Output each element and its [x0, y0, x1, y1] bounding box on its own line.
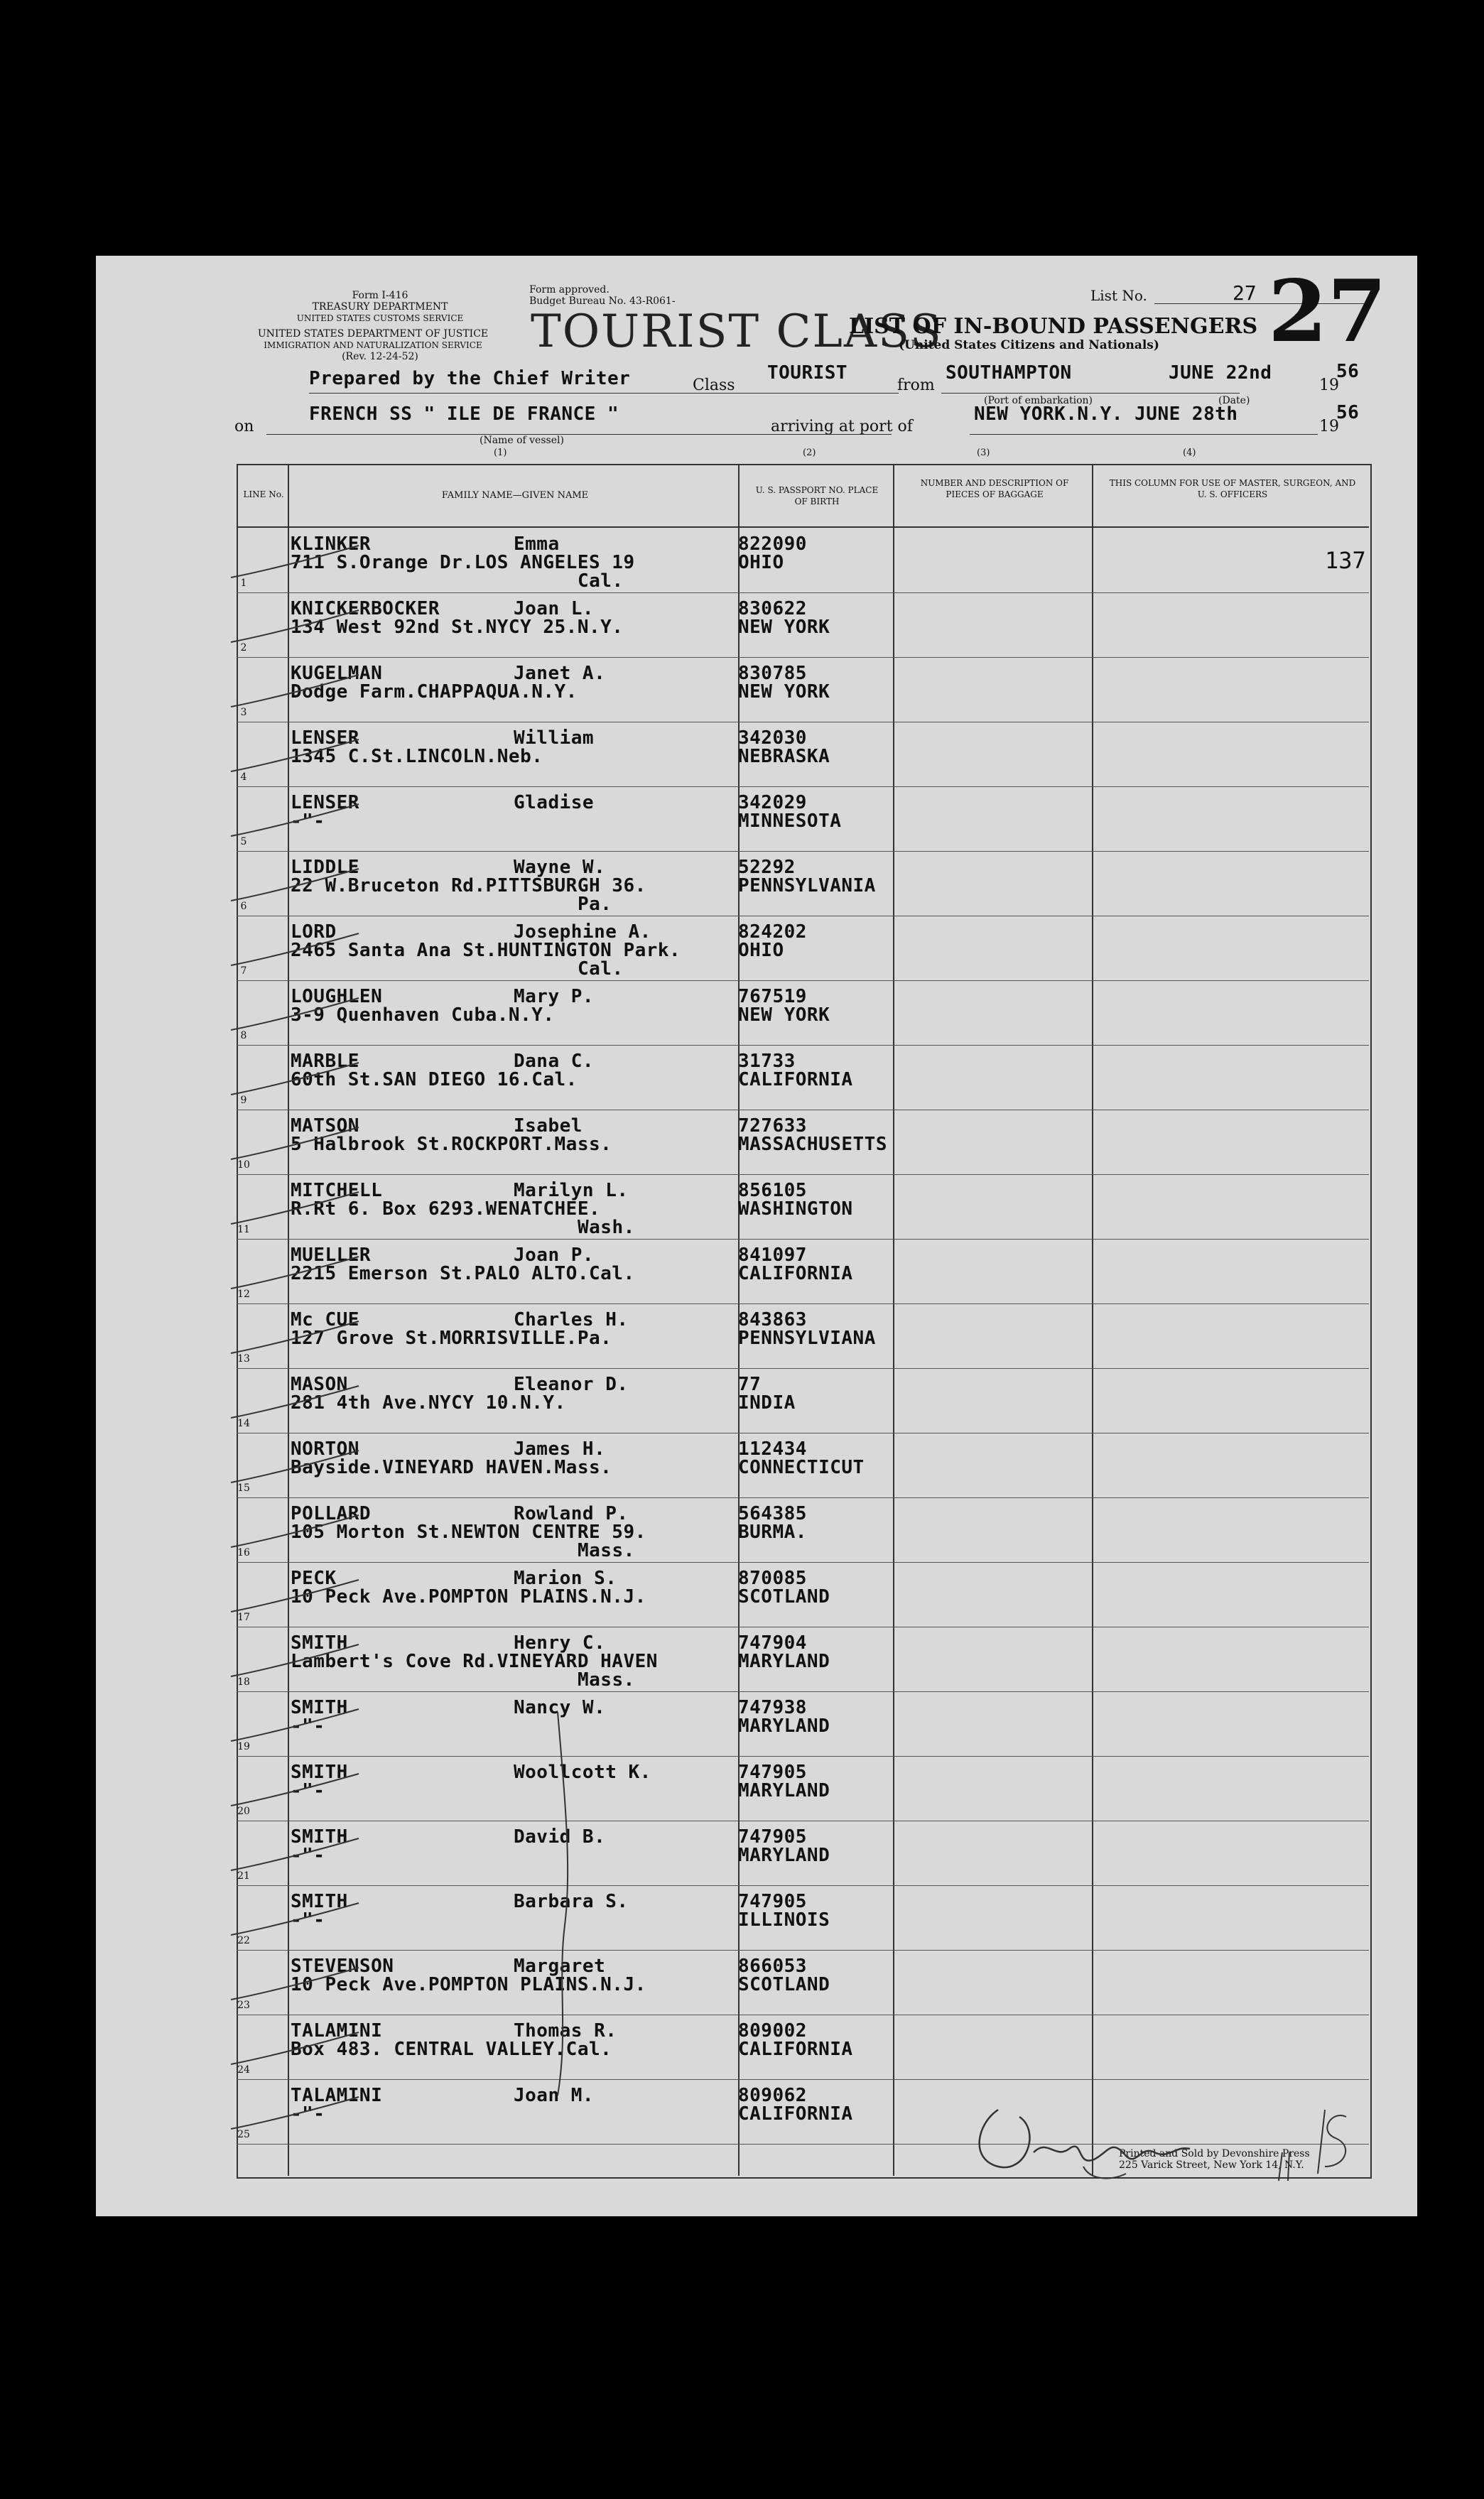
- line-number: 22: [237, 1935, 250, 1946]
- table-row: [237, 1885, 1369, 1950]
- check-mark-icon: [224, 736, 366, 779]
- address-state: Mass.: [578, 1540, 635, 1561]
- passport-number: 856105: [738, 1180, 807, 1201]
- address: 5 Halbrook St.ROCKPORT.Mass.: [291, 1134, 612, 1155]
- family-name: MASON: [291, 1374, 348, 1395]
- line-number: 20: [237, 1806, 250, 1817]
- table-row: [237, 1497, 1369, 1562]
- check-mark-icon: [224, 1059, 366, 1102]
- passport-number: 843863: [738, 1309, 807, 1330]
- table-row: [237, 980, 1369, 1045]
- family-name: SMITH: [291, 1891, 348, 1912]
- header-baggage: NUMBER AND DESCRIPTION OF PIECES OF BAGGAGE: [920, 478, 1069, 499]
- place-of-birth: PENNSYLVIANA: [738, 1328, 876, 1349]
- check-mark-icon: [224, 542, 366, 585]
- place-of-birth: SCOTLAND: [738, 1586, 830, 1608]
- passport-number: 830622: [738, 598, 807, 619]
- passport-number: 747905: [738, 1891, 807, 1912]
- family-name: LIDDLE: [291, 857, 359, 878]
- address: Dodge Farm.CHAPPAQUA.N.Y.: [291, 681, 578, 703]
- budget-bureau: Budget Bureau No. 43-R061-: [529, 296, 676, 307]
- treasury-dept: TREASURY DEPARTMENT: [312, 301, 448, 313]
- family-name: SMITH: [291, 1697, 348, 1718]
- line-number: 17: [237, 1612, 250, 1623]
- family-name: POLLARD: [291, 1503, 372, 1524]
- justice-dept: UNITED STATES DEPARTMENT OF JUSTICE: [257, 328, 489, 340]
- given-name: Thomas R.: [514, 2020, 617, 2042]
- class-underline: [742, 392, 899, 394]
- date-note: (Date): [1218, 395, 1250, 406]
- vessel-name: FRENCH SS " ILE DE FRANCE ": [309, 403, 619, 425]
- place-of-birth: MARYLAND: [738, 1780, 830, 1801]
- family-name: NORTON: [291, 1438, 359, 1460]
- list-subtitle: (United States Citizens and Nationals): [899, 338, 1159, 352]
- passport-number: 870085: [738, 1568, 807, 1589]
- line-number: 16: [237, 1547, 250, 1559]
- check-mark-icon: [224, 1253, 366, 1296]
- list-no-label: List No.: [1090, 287, 1147, 304]
- line-number: 2: [240, 642, 247, 654]
- place-of-birth: NEBRASKA: [738, 746, 830, 767]
- passport-number: 77: [738, 1374, 762, 1395]
- printer-line-1: Printed and Sold by Devonshire Press: [1119, 2148, 1310, 2159]
- list-no-typed: 27: [1233, 281, 1257, 305]
- given-name: Joan P.: [514, 1245, 595, 1266]
- check-mark-icon: [224, 671, 366, 714]
- arrival-underline: [970, 433, 1318, 435]
- address: -"-: [291, 1845, 325, 1866]
- address: 711 S.Orange Dr.LOS ANGELES 19: [291, 552, 635, 573]
- passport-number: 747938: [738, 1697, 807, 1718]
- table-row: [237, 1174, 1369, 1239]
- revision-date: (Rev. 12-24-52): [342, 351, 418, 362]
- address: -"-: [291, 1715, 325, 1737]
- place-of-birth: MASSACHUSETTS: [738, 1134, 887, 1155]
- check-mark-icon: [224, 994, 366, 1037]
- check-mark-icon: [224, 1124, 366, 1166]
- line-number: 18: [237, 1676, 250, 1688]
- place-of-birth: CALIFORNIA: [738, 1263, 853, 1284]
- check-mark-icon: [224, 1706, 366, 1748]
- header-line-no: LINE No.: [243, 489, 284, 499]
- table-row: [237, 1950, 1369, 2015]
- class-value: TOURIST: [767, 362, 848, 384]
- passport-number: 564385: [738, 1503, 807, 1524]
- family-name: LENSER: [291, 727, 359, 749]
- year-1: 56: [1336, 361, 1360, 382]
- passport-number: 824202: [738, 921, 807, 943]
- given-name: David B.: [514, 1826, 606, 1848]
- family-name: TALAMINI: [291, 2020, 383, 2042]
- year-prefix-2: 19: [1319, 418, 1339, 435]
- passport-number: 747904: [738, 1632, 807, 1654]
- place-of-birth: MARYLAND: [738, 1715, 830, 1737]
- family-name: MITCHELL: [291, 1180, 383, 1201]
- header-officers: THIS COLUMN FOR USE OF MASTER, SURGEON, AND U. S. OFFICERS: [1109, 478, 1356, 499]
- passport-number: 342030: [738, 727, 807, 749]
- passport-number: 747905: [738, 1826, 807, 1848]
- table-row: [237, 851, 1369, 916]
- prepared-by: Prepared by the Chief Writer: [309, 368, 631, 389]
- line-number: 5: [240, 836, 247, 847]
- place-of-birth: NEW YORK: [738, 1004, 830, 1026]
- passport-number: 112434: [738, 1438, 807, 1460]
- passport-number: 747905: [738, 1762, 807, 1783]
- place-of-birth: MARYLAND: [738, 1651, 830, 1672]
- line-number: 6: [240, 901, 247, 912]
- passport-number: 767519: [738, 986, 807, 1007]
- passport-number: 31733: [738, 1051, 796, 1072]
- family-name: KNICKERBOCKER: [291, 598, 440, 619]
- col-num-4: (4): [1183, 448, 1196, 458]
- address: Box 483. CENTRAL VALLEY.Cal.: [291, 2039, 612, 2060]
- family-name: MATSON: [291, 1115, 359, 1137]
- given-name: Charles H.: [514, 1309, 629, 1330]
- passport-number: 342029: [738, 792, 807, 813]
- family-name: LENSER: [291, 792, 359, 813]
- passport-number: 809002: [738, 2020, 807, 2042]
- check-mark-icon: [224, 1899, 366, 1942]
- col-num-1: (1): [494, 448, 507, 458]
- place-of-birth: CALIFORNIA: [738, 2039, 853, 2060]
- address-state: Cal.: [578, 958, 624, 980]
- given-name: Henry C.: [514, 1632, 606, 1654]
- family-name: KLINKER: [291, 533, 372, 555]
- header-name: FAMILY NAME—GIVEN NAME: [441, 490, 589, 501]
- table-row: [237, 528, 1369, 592]
- check-mark-icon: [224, 1447, 366, 1490]
- given-name: Woollcott K.: [514, 1762, 651, 1783]
- handwritten-signature: [948, 2067, 1403, 2195]
- line-number: 15: [237, 1482, 250, 1494]
- line-number: 3: [240, 707, 247, 718]
- check-mark-icon: [224, 1835, 366, 1877]
- table-row: [237, 1110, 1369, 1174]
- list-no-stamp: 27: [1268, 261, 1387, 362]
- check-mark-icon: [224, 930, 366, 972]
- place-of-birth: NEW YORK: [738, 681, 830, 703]
- table-row: [237, 1756, 1369, 1821]
- check-mark-icon: [224, 1576, 366, 1619]
- check-mark-icon: [224, 1770, 366, 1813]
- ins-service: IMMIGRATION AND NATURALIZATION SERVICE: [264, 340, 482, 350]
- from-label: from: [897, 376, 935, 394]
- table-row: [237, 1303, 1369, 1368]
- place-of-birth: ILLINOIS: [738, 1909, 830, 1931]
- place-of-birth: NEW YORK: [738, 617, 830, 638]
- address: 105 Morton St.NEWTON CENTRE 59.: [291, 1522, 646, 1543]
- place-of-birth: SCOTLAND: [738, 1974, 830, 1995]
- address-state: Wash.: [578, 1217, 635, 1238]
- arriving-label: arriving at port of: [771, 418, 913, 435]
- passenger-list-page: [96, 256, 1417, 2216]
- line-number: 13: [237, 1353, 250, 1365]
- check-mark-icon: [224, 865, 366, 908]
- line-number: 14: [237, 1418, 250, 1429]
- address: 134 West 92nd St.NYCY 25.N.Y.: [291, 617, 624, 638]
- address: 127 Grove St.MORRISVILLE.Pa.: [291, 1328, 612, 1349]
- address: R.Rt 6. Box 6293.WENATCHEE.: [291, 1198, 601, 1220]
- table-row: [237, 1562, 1369, 1627]
- year-2: 56: [1336, 402, 1360, 423]
- passport-number: 830785: [738, 663, 807, 684]
- family-name: Mc CUE: [291, 1309, 359, 1330]
- address: 10 Peck Ave.POMPTON PLAINS.N.J.: [291, 1586, 646, 1608]
- table-row: [237, 1045, 1369, 1110]
- place-of-birth: MARYLAND: [738, 1845, 830, 1866]
- place-of-birth: CONNECTICUT: [738, 1457, 865, 1478]
- passport-number: 841097: [738, 1245, 807, 1266]
- family-name: KUGELMAN: [291, 663, 383, 684]
- check-mark-icon: [224, 2029, 366, 2071]
- departure-date: JUNE 22nd: [1169, 362, 1272, 384]
- page-count: 137: [1325, 547, 1366, 574]
- passport-number: 822090: [738, 533, 807, 555]
- line-number: 19: [237, 1741, 250, 1752]
- family-name: LOUGHLEN: [291, 986, 383, 1007]
- line-number: 23: [237, 2000, 250, 2011]
- line-number: 10: [237, 1159, 250, 1171]
- given-name: Joan L.: [514, 598, 595, 619]
- given-name: Mary P.: [514, 986, 595, 1007]
- given-name: Nancy W.: [514, 1697, 606, 1718]
- family-name: MUELLER: [291, 1245, 372, 1266]
- passport-number: 866053: [738, 1956, 807, 1977]
- line-number: 12: [237, 1289, 250, 1300]
- address-state: Mass.: [578, 1669, 635, 1691]
- address: -"-: [291, 1909, 325, 1931]
- form-approved: Form approved.: [529, 284, 610, 296]
- line-number: 9: [240, 1095, 247, 1106]
- check-mark-icon: [224, 2093, 366, 2136]
- place-of-birth: OHIO: [738, 552, 784, 573]
- place-of-birth: MINNESOTA: [738, 811, 842, 832]
- place-of-birth: WASHINGTON: [738, 1198, 853, 1220]
- given-name: James H.: [514, 1438, 606, 1460]
- place-of-birth: CALIFORNIA: [738, 2103, 853, 2125]
- line-number: 21: [237, 1870, 250, 1882]
- place-of-birth: CALIFORNIA: [738, 1069, 853, 1090]
- address: 3-9 Quenhaven Cuba.N.Y.: [291, 1004, 555, 1026]
- passport-number: 52292: [738, 857, 796, 878]
- embark-note: (Port of embarkation): [984, 395, 1093, 406]
- given-name: Eleanor D.: [514, 1374, 629, 1395]
- line-number: 4: [240, 771, 247, 783]
- table-row: [237, 1433, 1369, 1497]
- line-number: 8: [240, 1030, 247, 1041]
- address-state: Cal.: [578, 570, 624, 592]
- table-row: [237, 1239, 1369, 1303]
- given-name: Isabel: [514, 1115, 583, 1137]
- arrival-port-date: NEW YORK.N.Y. JUNE 28th: [974, 403, 1238, 425]
- address: 1345 C.St.LINCOLN.Neb.: [291, 746, 543, 767]
- given-name: Dana C.: [514, 1051, 595, 1072]
- family-name: TALAMINI: [291, 2085, 383, 2106]
- check-mark-icon: [224, 1382, 366, 1425]
- table-row: [237, 786, 1369, 851]
- address: Bayside.VINEYARD HAVEN.Mass.: [291, 1457, 612, 1478]
- family-name: SMITH: [291, 1632, 348, 1654]
- line-number: 24: [237, 2064, 250, 2076]
- line-number: 7: [240, 965, 247, 977]
- given-name: Rowland P.: [514, 1503, 629, 1524]
- table-row: [237, 722, 1369, 786]
- address: 22 W.Bruceton Rd.PITTSBURGH 36.: [291, 875, 646, 896]
- col-num-2: (2): [803, 448, 816, 458]
- passport-number: 809062: [738, 2085, 807, 2106]
- line-number: 1: [240, 578, 247, 589]
- class-label: Class: [693, 376, 735, 394]
- family-name: STEVENSON: [291, 1956, 394, 1977]
- family-name: SMITH: [291, 1826, 348, 1848]
- family-name: LORD: [291, 921, 337, 943]
- customs-service: UNITED STATES CUSTOMS SERVICE: [296, 313, 464, 323]
- handwritten-bracket: [536, 1712, 593, 2110]
- family-name: MARBLE: [291, 1051, 359, 1072]
- table-row: [237, 1691, 1369, 1756]
- given-name: William: [514, 727, 595, 749]
- header-passport: U. S. PASSPORT NO. PLACE OF BIRTH: [755, 485, 879, 506]
- from-underline: [941, 392, 1240, 394]
- given-name: Josephine A.: [514, 921, 651, 943]
- address: 281 4th Ave.NYCY 10.N.Y.: [291, 1392, 566, 1414]
- place-of-birth: PENNSYLVANIA: [738, 875, 876, 896]
- address: -"-: [291, 2103, 325, 2125]
- given-name: Gladise: [514, 792, 595, 813]
- check-mark-icon: [224, 1188, 366, 1231]
- address: 10 Peck Ave.POMPTON PLAINS.N.J.: [291, 1974, 646, 1995]
- list-title: LIST OF IN-BOUND PASSENGERS: [849, 314, 1258, 339]
- check-mark-icon: [224, 1318, 366, 1360]
- check-mark-icon: [224, 1964, 366, 2007]
- given-name: Wayne W.: [514, 857, 606, 878]
- vessel-note: (Name of vessel): [480, 435, 564, 446]
- passport-number: 727633: [738, 1115, 807, 1137]
- check-mark-icon: [224, 1641, 366, 1684]
- line-number: 25: [237, 2129, 250, 2140]
- year-prefix-1: 19: [1319, 376, 1339, 394]
- table-row: [237, 916, 1369, 980]
- printer-line-2: 225 Varick Street, New York 14, N.Y.: [1119, 2159, 1304, 2171]
- given-name: Barbara S.: [514, 1891, 629, 1912]
- table-row: [237, 1627, 1369, 1691]
- address: -"-: [291, 811, 325, 832]
- given-name: Joan M.: [514, 2085, 595, 2106]
- col-num-3: (3): [977, 448, 990, 458]
- address: 2465 Santa Ana St.HUNTINGTON Park.: [291, 940, 681, 961]
- check-mark-icon: [224, 1512, 366, 1554]
- given-name: Margaret: [514, 1956, 606, 1977]
- address-state: Pa.: [578, 894, 612, 915]
- given-name: Marion S.: [514, 1568, 617, 1589]
- table-row: [237, 1821, 1369, 1885]
- form-number: Form I-416: [352, 290, 408, 301]
- given-name: Janet A.: [514, 663, 606, 684]
- address: -"-: [291, 1780, 325, 1801]
- from-value: SOUTHAMPTON: [946, 362, 1072, 384]
- given-name: Emma: [514, 533, 560, 555]
- family-name: PECK: [291, 1568, 337, 1589]
- check-mark-icon: [224, 801, 366, 843]
- place-of-birth: BURMA.: [738, 1522, 807, 1543]
- table-row: [237, 592, 1369, 657]
- line-number: 11: [237, 1224, 250, 1235]
- on-label: on: [234, 418, 254, 435]
- table-row: [237, 1368, 1369, 1433]
- tourist-class-stamp: TOURIST CLASS: [531, 305, 943, 358]
- place-of-birth: OHIO: [738, 940, 784, 961]
- place-of-birth: INDIA: [738, 1392, 796, 1414]
- family-name: SMITH: [291, 1762, 348, 1783]
- given-name: Marilyn L.: [514, 1180, 629, 1201]
- address: Lambert's Cove Rd.VINEYARD HAVEN: [291, 1651, 658, 1672]
- address: 60th St.SAN DIEGO 16.Cal.: [291, 1069, 578, 1090]
- check-mark-icon: [224, 607, 366, 649]
- table-row: [237, 657, 1369, 722]
- address: 2215 Emerson St.PALO ALTO.Cal.: [291, 1263, 635, 1284]
